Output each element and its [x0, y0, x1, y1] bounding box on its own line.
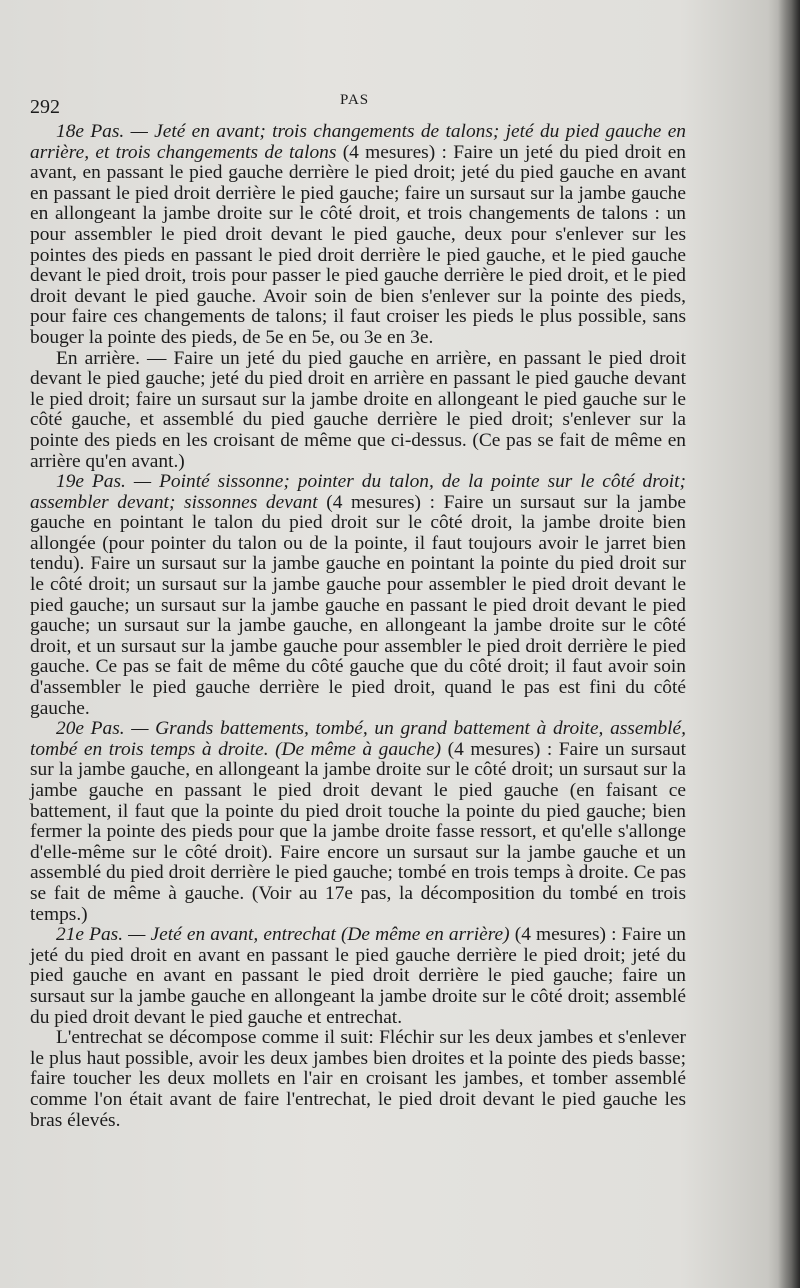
paragraph-step-18-backward: [30, 349, 686, 473]
paragraph-step-18: [30, 122, 686, 349]
page-header: [30, 92, 730, 116]
step-21-heading: 21e Pas. — Jeté en avant, entrechat (De même en arrière): [56, 924, 510, 946]
page-number: 292: [30, 96, 60, 118]
book-spine-shadow: [778, 0, 800, 1288]
step-18-heading: 18e Pas. — Jeté en avant; trois changements de talons; jeté du pied gauche en arrière, et trois changements de talons: [30, 121, 686, 163]
step-20-heading: 20e Pas. — Grands battements, tombé, un grand battement à droite, assemblé, tombé en trois temps à droite. (De même à gauche): [30, 718, 686, 760]
step-19-heading: 19e Pas. — Pointé sissonne; pointer du talon, de la pointe sur le côté droit; assembler devant; sissonnes devant: [30, 471, 686, 513]
paragraph-step-21: [30, 925, 686, 1028]
paragraph-entrechat: [30, 1028, 686, 1131]
body-text: [30, 122, 686, 1131]
step-18-text: (4 mesures) : Faire un jeté du pied droit en avant, en passant le pied gauche derrière le pied droit; jeté du pied gauche en avant en passant le pied droit derrière le pied gauche; faire un sursaut sur la jambe gauche en allongeant la jambe droite sur le côté droit, et trois changements de talons : un pour assembler le pied droit devant le pied gauche, deux pour s'enlever sur les pointes des pieds en passant le pied droit derrière le pied gauche, et le pied gauche devant le pied droit, trois pour passer le pied gauche derrière le pied droit, et le pied droit devant le pied gauche. Avoir soin de bien s'enlever sur la pointe des pieds, pour faire ces changements de talons; il faut croiser les pieds le plus possible, sans bouger la pointe des pieds, de 5e en 5e, ou 3e en 3e.: [30, 141, 686, 348]
running-head: PAS: [340, 92, 370, 108]
paragraph-step-20: [30, 719, 686, 925]
step-20-text: (4 mesures) : Faire un sursaut sur la jambe gauche, en allongeant la jambe droite sur le côté droit; un sursaut sur la jambe gauche en passant le pied droit devant le pied gauche (en faisant ce battement, il faut que la pointe du pied droit touche la pointe du pied gauche; bien fermer la pointe des pieds pour que la jambe droite fasse ressort, et qu'elle s'allonge d'elle-même sur le côté droit). Faire encore un sursaut sur la jambe gauche et un assemblé du pied droit derrière le pied gauche; tombé en trois temps à droite. Ce pas se fait de même à gauche. (Voir au 17e pas, la décomposition du tombé en trois temps.): [30, 738, 686, 925]
entrechat-text: L'entrechat se décompose comme il suit: Fléchir sur les deux jambes et s'enlever le plus haut possible, avoir les deux jambes bien droites et la pointe des pieds basse; faire toucher les deux mollets en l'air en croisant les jambes, et tomber assemblé comme l'on était avant de faire l'entrechat, le pied droit devant le pied gauche les bras élevés.: [30, 1027, 686, 1131]
paragraph-step-19: [30, 472, 686, 719]
step-19-text: (4 mesures) : Faire un sursaut sur la jambe gauche en pointant le talon du pied droit sur le côté droit, la jambe droite bien allongée (pour pointer du talon ou de la pointe, il faut toujours avoir le jarret bien tendu). Faire un sursaut sur la jambe gauche en pointant la pointe du pied droit sur le côté droit; un sursaut sur la jambe gauche pour assembler le pied droit devant le pied gauche; un sursaut sur la jambe gauche en passant le pied droit devant le pied gauche; un sursaut sur la jambe gauche, en allongeant la jambe droite sur le côté droit, et un sursaut sur la jambe gauche pour assembler le pied droit derrière le pied gauche. Ce pas se fait de même du côté gauche que du côté droit; il faut avoir soin d'assembler le pied gauche derrière le pied droit, quand le pas est fini du côté gauche.: [30, 491, 686, 719]
step-18-backward-text: En arrière. — Faire un jeté du pied gauche en arrière, en passant le pied droit devant le pied gauche; jeté du pied droit en arrière en passant le pied gauche devant le pied droit; faire un sursaut sur la jambe droite en allongeant le pied gauche sur le côté gauche, et assemblé du pied gauche derrière le pied droit; s'enlever sur la pointe des pieds en les croisant de même que ci-dessus. (Ce pas se fait de même en arrière qu'en avant.): [30, 347, 686, 472]
step-21-text: (4 mesures) : Faire un jeté du pied droit en avant en passant le pied gauche derrière le pied droit; jeté du pied gauche en avant en passant le pied droit derrière le pied gauche; faire un sursaut sur la jambe gauche en allongeant la jambe droite sur le côté droit; assemblé du pied droit devant le pied gauche et entrechat.: [30, 924, 686, 1028]
